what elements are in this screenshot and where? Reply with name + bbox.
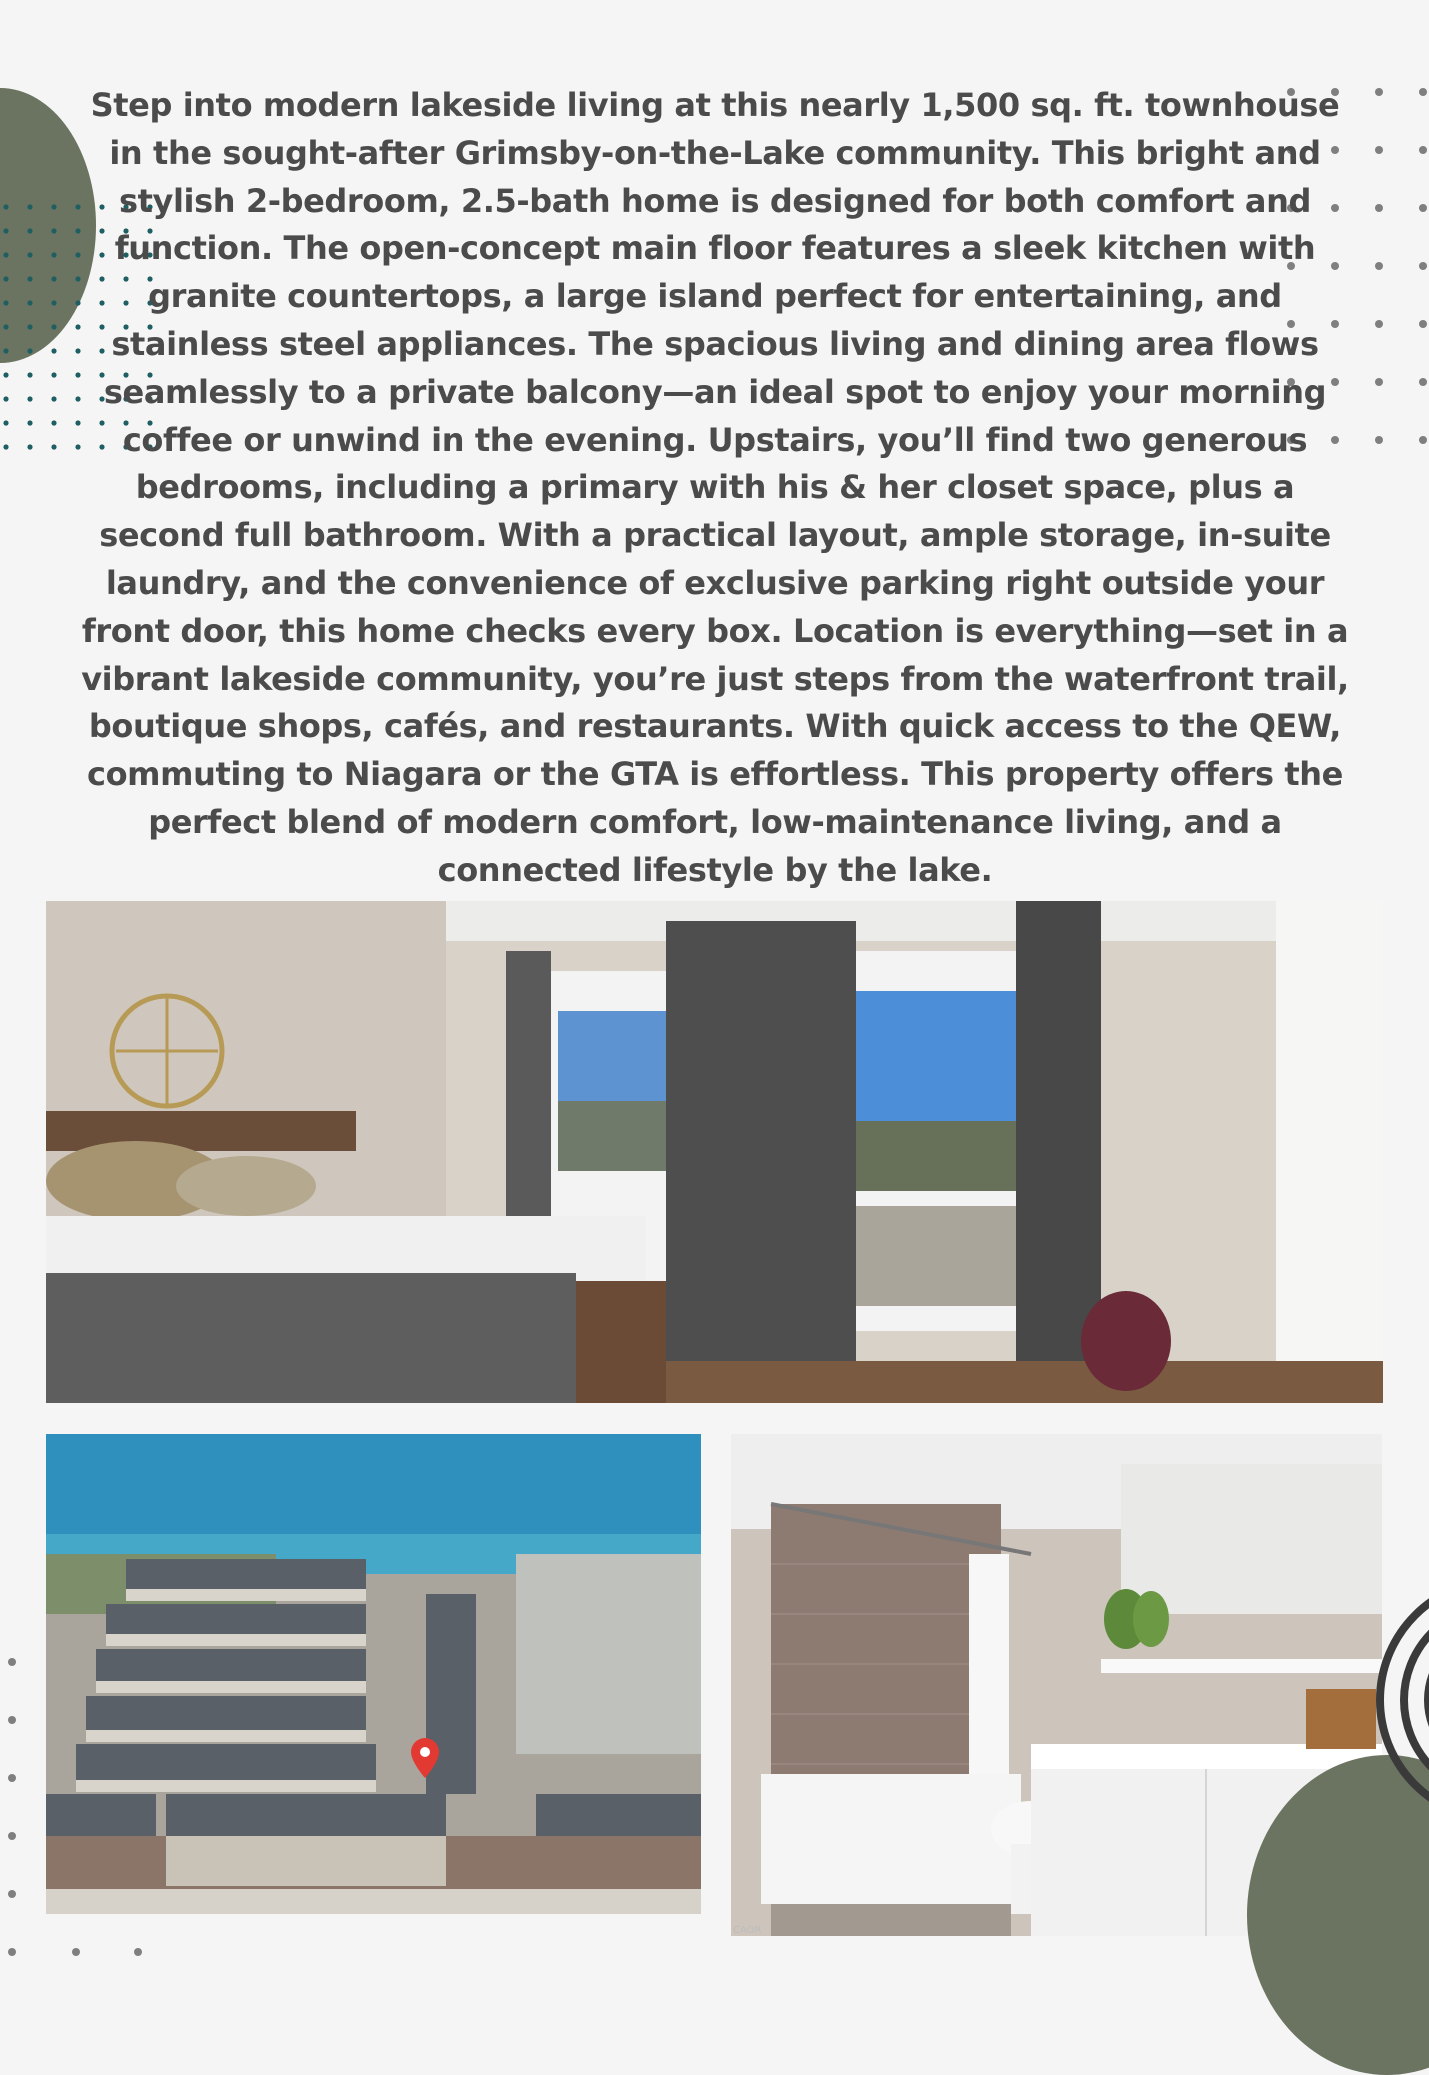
property-description: Step into modern lakeside living at this nearly 1,500 sq. ft. townhouse in the sought-after Grimsby-on-the-Lake community. This bright and stylish 2-bedroom, 2.5-bath home is designed for both comfort and function. The open-concept main floor features a sleek kitchen with granite countertops, a large island perfect for entertaining, and stainless steel appliances. The spacious living and dining area flows seamlessly to a private balcony—an ideal spot to enjoy your morning coffee or unwind in the evening. Upstairs, you’ll find two generous bedrooms, including a primary with his & her closet space, plus a second full bathroom. With a practical layout, ample storage, in-suite laundry, and the convenience of exclusive parking right outside your front door, this home checks every box. Location is everything—set in a vibrant lakeside community, you’re just steps from the waterfront trail, boutique shops, cafés, and restaurants. With quick access to the QEW, commuting to Niagara or the GTA is effortless. This property offers the perfect blend of modern comfort, low-maintenance living, and a connected lifestyle by the lake. [81, 86, 1349, 889]
photo-watermark: CAOR [733, 1925, 762, 1936]
aerial-community-photo [46, 1434, 701, 1914]
bedroom-photo [46, 901, 1383, 1403]
decorative-rings [1370, 1590, 1429, 1850]
